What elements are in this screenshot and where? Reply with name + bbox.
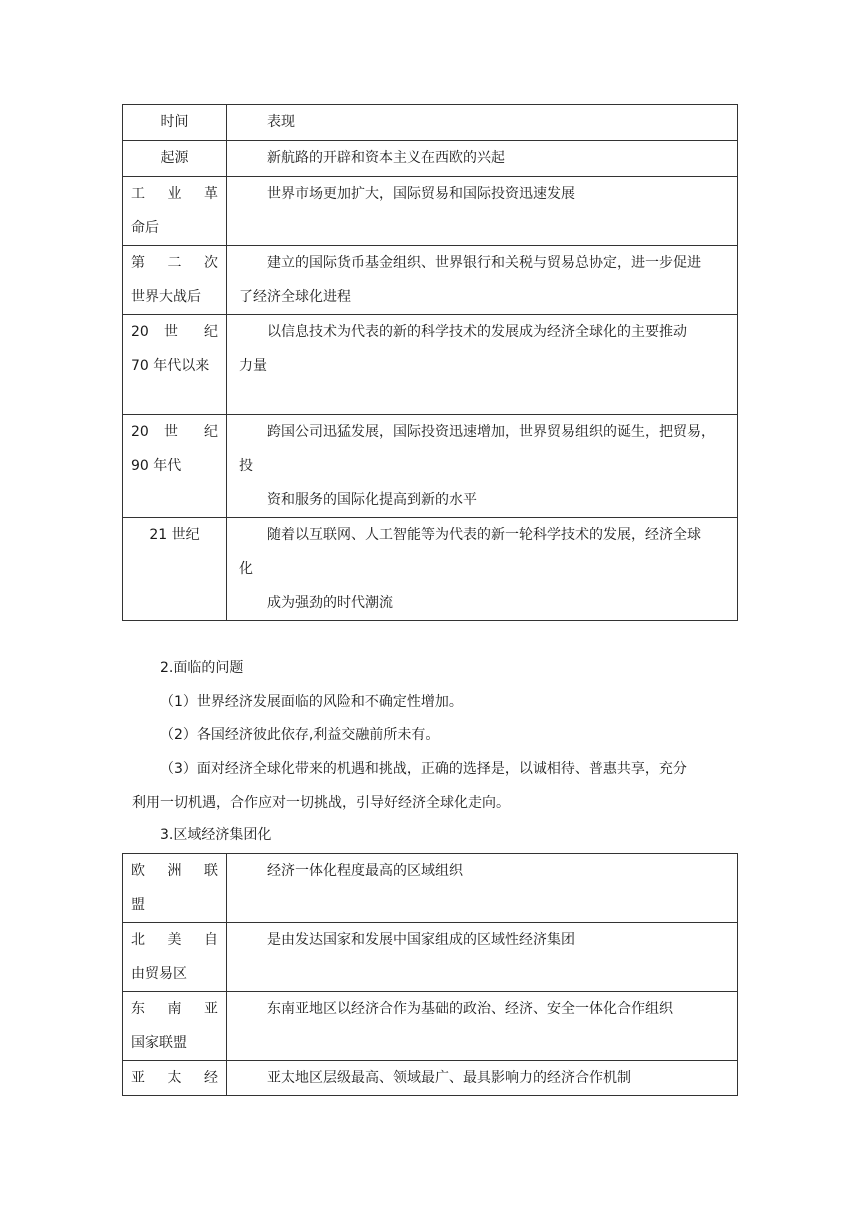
row-time-cell [123,177,227,246]
row-desc-line: 化 [239,561,253,577]
row-desc-cell [227,415,738,518]
org-desc: 东南亚地区以经济合作为基础的政治、经济、安全一体化合作组织 [267,1001,673,1017]
row-desc-line: 以信息技术为代表的新的科学技术的发展成为经济全球化的主要推动 [267,324,687,340]
table-row [123,246,738,315]
table-development-stages [122,104,738,621]
row-time-cell [123,141,227,177]
row-desc-cell [227,141,738,177]
row-time: 21 世纪 [149,527,200,543]
row-desc: 新航路的开辟和资本主义在西欧的兴起 [267,150,505,166]
row-time-cell [123,415,227,518]
org-name-line: 亚 太 经 [131,1070,218,1086]
row-time-line: 命后 [131,220,159,236]
row-desc-line: 成为强劲的时代潮流 [267,595,393,611]
org-name-line: 由贸易区 [131,966,187,982]
row-desc: 世界市场更加扩大，国际贸易和国际投资迅速发展 [267,186,575,202]
table-header-row [123,105,738,141]
org-name-cell [123,992,227,1061]
header-time: 时间 [160,114,189,130]
org-desc-cell [227,1061,738,1096]
table-row [123,1061,738,1096]
section-3-title: 3.区域经济集团化 [160,827,272,843]
section-2-item-2: （2）各国经济彼此依存,利益交融前所未有。 [160,727,440,743]
row-desc-line: 资和服务的国际化提高到新的水平 [267,492,477,508]
table-row [123,992,738,1061]
table-row [123,923,738,992]
row-time-line: 20 世 纪 [131,324,218,340]
section-2-item-3: （3）面对经济全球化带来的机遇和挑战，正确的选择是，以诚相待、普惠共享，充分 [160,761,687,777]
row-desc-cell [227,177,738,246]
header-desc-cell [227,105,738,141]
row-time-line: 70 年代以来 [131,358,210,374]
section-2-title: 2.面临的问题 [160,660,244,676]
org-name-cell [123,923,227,992]
section-2-item-1: （1）世界经济发展面临的风险和不确定性增加。 [160,694,463,710]
table-row [123,315,738,415]
header-desc: 表现 [267,114,295,130]
table-row [123,415,738,518]
row-time-line: 第 二 次 [131,255,218,271]
org-desc: 经济一体化程度最高的区域组织 [267,863,463,879]
row-time: 起源 [160,150,189,166]
table-row [123,518,738,621]
header-time-cell [123,105,227,141]
row-desc-line: 力量 [239,358,267,374]
org-desc-cell [227,992,738,1061]
table-row [123,854,738,923]
row-desc-cell [227,518,738,621]
table-row [123,177,738,246]
org-desc-cell [227,923,738,992]
row-time-line: 工 业 革 [131,186,218,202]
row-desc-line: 投 [239,458,253,474]
row-desc-cell [227,315,738,415]
org-desc: 是由发达国家和发展中国家组成的区域性经济集团 [267,932,575,948]
row-time-line: 世界大战后 [131,289,201,305]
row-desc-line: 建立的国际货币基金组织、世界银行和关税与贸易总协定，进一步促进 [267,255,701,271]
row-time-line: 20 世 纪 [131,424,218,440]
table-regional-organizations [122,853,738,1096]
org-name-line: 东 南 亚 [131,1001,218,1017]
row-time-line: 90 年代 [131,458,182,474]
org-name-cell [123,854,227,923]
row-desc-line: 随着以互联网、人工智能等为代表的新一轮科学技术的发展，经济全球 [267,527,701,543]
row-desc-line: 跨国公司迅猛发展，国际投资迅速增加，世界贸易组织的诞生，把贸易， [267,424,715,440]
row-time-cell [123,315,227,415]
org-desc-cell [227,854,738,923]
org-name-line: 北 美 自 [131,932,218,948]
org-name-cell [123,1061,227,1096]
row-time-cell [123,518,227,621]
table-row [123,141,738,177]
org-name-line: 国家联盟 [131,1035,187,1051]
section-2-item-3-cont: 利用一切机遇，合作应对一切挑战，引导好经济全球化走向。 [132,795,510,811]
row-desc-cell [227,246,738,315]
org-desc: 亚太地区层级最高、领域最广、最具影响力的经济合作机制 [267,1070,631,1086]
row-time-cell [123,246,227,315]
org-name-line: 欧 洲 联 [131,863,218,879]
org-name-line: 盟 [131,897,145,913]
row-desc-line: 了经济全球化进程 [239,289,351,305]
